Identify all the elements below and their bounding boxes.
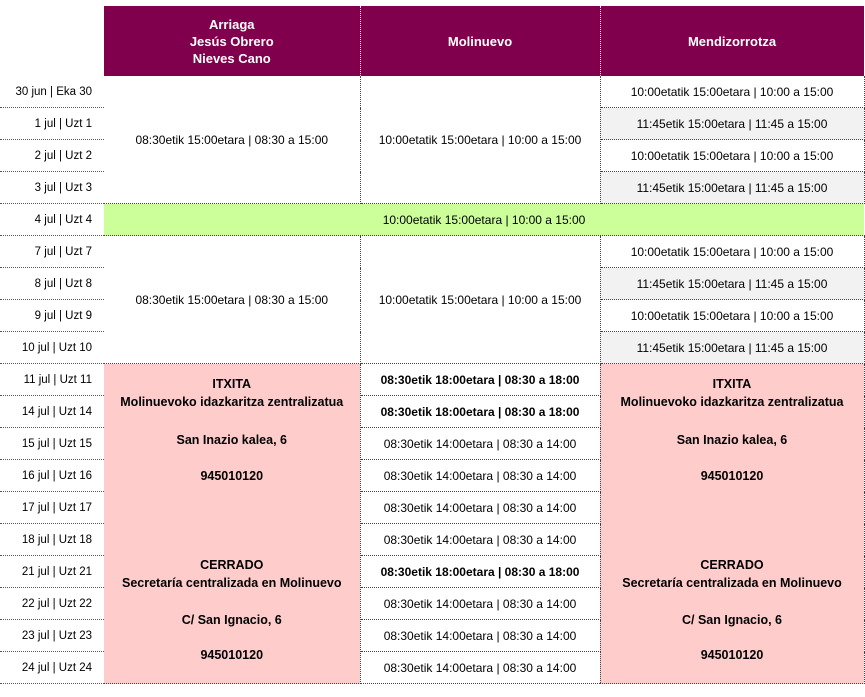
closed-subtitle-eu: Molinuevoko idazkaritza zentralizatua [120, 395, 344, 409]
header-arriaga-line2: Jesús Obrero [189, 33, 274, 49]
arriaga-hours: 08:30etik 15:00etara | 08:30 a 15:00 [104, 76, 360, 204]
date-cell: 15 jul | Uzt 15 [0, 428, 104, 460]
arriaga-closed-notice [104, 364, 360, 684]
date-cell: 23 jul | Uzt 23 [0, 620, 104, 652]
closed-phone-1: 945010120 [200, 469, 264, 483]
closed-subtitle-es: Secretaría centralizada en Molinuevo [121, 576, 342, 590]
arriaga-hours: 08:30etik 15:00etara | 08:30 a 15:00 [104, 236, 360, 364]
mendizorrotza-hours: 10:00etatik 15:00etara | 10:00 a 15:00 [600, 236, 864, 268]
molinuevo-hours: 08:30etik 14:00etara | 08:30 a 14:00 [360, 588, 600, 620]
closed-subtitle-eu: Molinuevoko idazkaritza zentralizatua [620, 395, 844, 409]
molinuevo-hours: 08:30etik 14:00etara | 08:30 a 14:00 [360, 428, 600, 460]
closed-title-eu: ITXITA [212, 377, 252, 391]
header-molinuevo: Molinuevo [360, 6, 600, 76]
table-row [0, 76, 864, 108]
date-cell: 3 jul | Uzt 3 [0, 172, 104, 204]
molinuevo-hours: 08:30etik 14:00etara | 08:30 a 14:00 [360, 492, 600, 524]
closed-title-es: CERRADO [700, 558, 764, 572]
closed-subtitle-es: Secretaría centralizada en Molinuevo [622, 576, 842, 590]
table-row [0, 236, 864, 268]
header-arriaga [104, 6, 360, 76]
date-cell: 9 jul | Uzt 9 [0, 300, 104, 332]
molinuevo-hours: 10:00etatik 15:00etara | 10:00 a 15:00 [360, 76, 600, 204]
closed-address-es: C/ San Ignacio, 6 [181, 613, 282, 627]
schedule-table [0, 6, 865, 684]
date-cell: 10 jul | Uzt 10 [0, 332, 104, 364]
closed-title-eu: ITXITA [712, 377, 752, 391]
header-mendizorrotza: Mendizorrotza [600, 6, 864, 76]
molinuevo-hours: 10:00etatik 15:00etara | 10:00 a 15:00 [360, 236, 600, 364]
mendizorrotza-hours: 10:00etatik 15:00etara | 10:00 a 15:00 [600, 76, 864, 108]
closed-title-es: CERRADO [200, 558, 264, 572]
mendizorrotza-closed-notice [600, 364, 864, 684]
closed-address-es: C/ San Ignacio, 6 [681, 613, 783, 627]
header-row [0, 6, 864, 76]
date-cell: 8 jul | Uzt 8 [0, 268, 104, 300]
closed-address-eu: San Inazio kalea, 6 [676, 433, 788, 447]
date-cell: 21 jul | Uzt 21 [0, 556, 104, 588]
molinuevo-hours: 08:30etik 18:00etara | 08:30 a 18:00 [360, 364, 600, 396]
header-arriaga-line1: Arriaga [208, 16, 255, 32]
date-cell: 18 jul | Uzt 18 [0, 524, 104, 556]
closed-phone-1: 945010120 [700, 469, 764, 483]
date-cell: 1 jul | Uzt 1 [0, 108, 104, 140]
date-cell: 17 jul | Uzt 17 [0, 492, 104, 524]
molinuevo-hours: 08:30etik 14:00etara | 08:30 a 14:00 [360, 652, 600, 684]
date-cell: 16 jul | Uzt 16 [0, 460, 104, 492]
date-cell: 24 jul | Uzt 24 [0, 652, 104, 684]
molinuevo-hours: 08:30etik 14:00etara | 08:30 a 14:00 [360, 460, 600, 492]
closed-address-eu: San Inazio kalea, 6 [176, 433, 287, 447]
closed-phone-2: 945010120 [700, 648, 764, 662]
molinuevo-hours: 08:30etik 18:00etara | 08:30 a 18:00 [360, 556, 600, 588]
date-cell: 14 jul | Uzt 14 [0, 396, 104, 428]
mendizorrotza-hours: 10:00etatik 15:00etara | 10:00 a 15:00 [600, 140, 864, 172]
shared-hours-row: 10:00etatik 15:00etara | 10:00 a 15:00 [104, 204, 864, 236]
table-row [0, 204, 864, 236]
date-cell: 30 jun | Eka 30 [0, 76, 104, 108]
date-cell: 4 jul | Uzt 4 [0, 204, 104, 236]
molinuevo-hours: 08:30etik 14:00etara | 08:30 a 14:00 [360, 524, 600, 556]
molinuevo-hours: 08:30etik 18:00etara | 08:30 a 18:00 [360, 396, 600, 428]
mendizorrotza-hours: 11:45etik 15:00etara | 11:45 a 15:00 [600, 268, 864, 300]
mendizorrotza-hours: 11:45etik 15:00etara | 11:45 a 15:00 [600, 332, 864, 364]
date-cell: 2 jul | Uzt 2 [0, 140, 104, 172]
date-cell: 11 jul | Uzt 11 [0, 364, 104, 396]
date-cell: 7 jul | Uzt 7 [0, 236, 104, 268]
header-arriaga-line3: Nieves Cano [192, 50, 271, 66]
header-blank [0, 6, 104, 76]
closed-phone-2: 945010120 [200, 648, 264, 662]
mendizorrotza-hours: 10:00etatik 15:00etara | 10:00 a 15:00 [600, 300, 864, 332]
molinuevo-hours: 08:30etik 14:00etara | 08:30 a 14:00 [360, 620, 600, 652]
table-row [0, 364, 864, 396]
mendizorrotza-hours: 11:45etik 15:00etara | 11:45 a 15:00 [600, 172, 864, 204]
mendizorrotza-hours: 11:45etik 15:00etara | 11:45 a 15:00 [600, 108, 864, 140]
date-cell: 22 jul | Uzt 22 [0, 588, 104, 620]
